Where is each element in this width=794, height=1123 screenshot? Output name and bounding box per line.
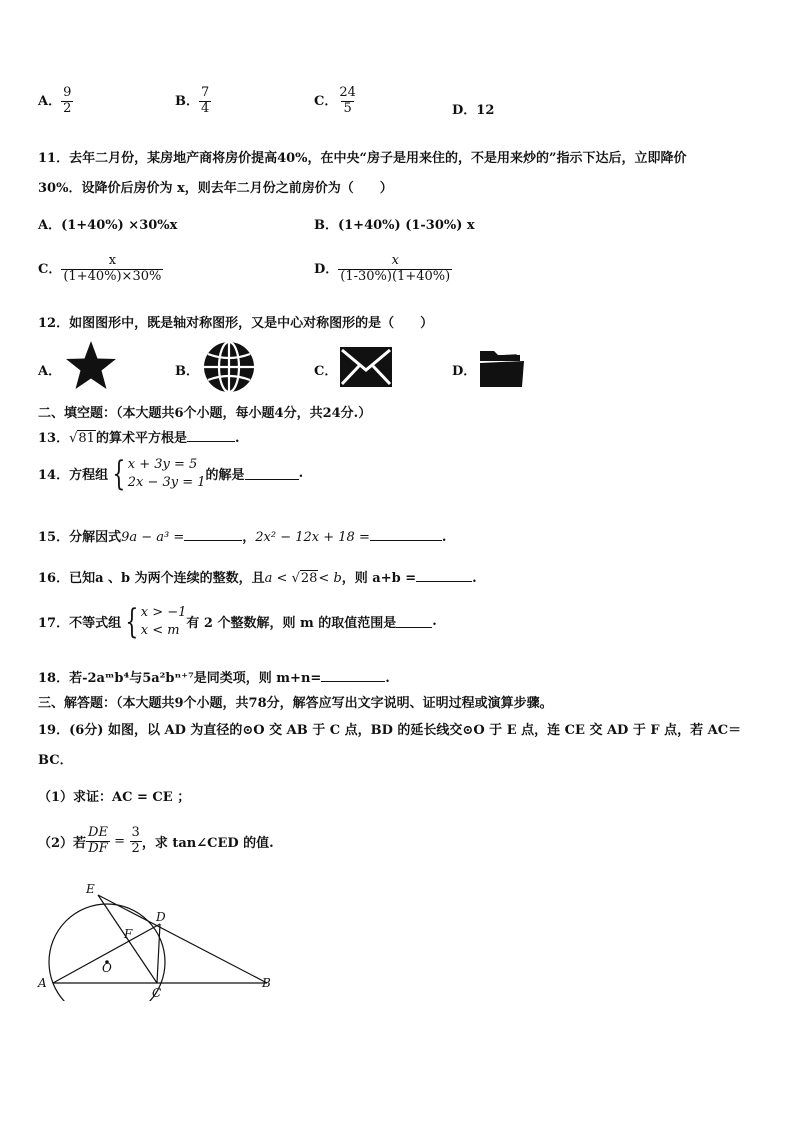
q19-part1: （1）求证：AC = CE ； [38,790,191,805]
q10-option-d: D．12 [452,103,495,118]
q15: 15．分解因式9a − a³ = ，2x² − 12x + 18 = . [38,530,447,545]
label-d: D [156,910,166,924]
q16: 16．已知a 、b 为两个连续的整数，且a < √28< b，则 a+b = . [38,571,477,586]
q19-line1: 19．(6分) 如图，以 AD 为直径的⊙O 交 AB 于 C 点，BD 的延长线交⊙O 于 E 点，连 CE 交 AD 于 F 点，若 AC＝ [38,723,742,738]
label-f: F [124,927,133,941]
folder-icon [476,345,528,391]
q12-option-b-label: B． [175,364,199,379]
label-c: C [152,986,162,1000]
q13: 13．√81的算术平方根是 . [38,431,240,446]
label-e: E [86,882,95,896]
q18: 18．若-2aᵐb⁴与5a²bⁿ⁺⁷是同类项，则 m+n= . [38,671,390,686]
q12-option-a-label: A． [38,364,62,379]
section-3-heading: 三、解答题：（本大题共9个小题，共78分，解答应写出文字说明、证明过程或演算步骤。 [38,696,553,711]
q11-option-c: C． $\frac{x}{(1+40\%)\times 30\%}$ [38,253,162,284]
q11-line2: 30%．设降价后房价为 x，则去年二月份之前房价为（ ） [38,181,393,196]
label-a: A [38,976,47,990]
q12-option-c-label: C． [314,364,338,379]
q14: 14．方程组 { x + 3y = 5 2x − 3y = 1 的解是 . [38,453,304,494]
envelope-icon [338,344,394,390]
q11-option-b: B．(1+40%) (1-30%) x [314,218,475,233]
q11-option-a: A．(1+40%) ×30%x [38,218,178,233]
section-2-heading: 二、填空题：（本大题共6个小题，每小题4分，共24分.） [38,406,372,421]
q11-option-d: D． $\frac{x}{(1-30\%)(1+40\%)}$ [314,253,451,284]
geometry-figure [30,876,290,1001]
q10-option-c: C． $\frac{24}{5}$ [314,85,356,116]
q12-option-d-label: D． [452,364,477,379]
q10-option-a: A． $\frac{9}{2}$ [38,85,72,116]
star-icon [64,339,118,393]
q17: 17．不等式组 { x > −1 x < m 有 2 个整数解，则 m 的取值范围是 . [38,601,437,642]
q19-line2: BC． [38,753,73,768]
q19-part2: （2）若 $\frac{DE}{DF}$ = $\frac{3}{2}$ ，求 tan∠CED 的值. [38,825,274,856]
circle-o [49,904,165,1001]
q12-question: 12．如图图形中，既是轴对称图形，又是中心对称图形的是（ ） [38,316,434,331]
q10-option-b: B． $\frac{7}{4}$ [175,85,210,116]
globe-icon [202,340,256,394]
label-o: O [102,961,112,975]
q11-line1: 11．去年二月份，某房地产商将房价提高40%，在中央“房子是用来住的，不是用来炒的”指示下达后，立即降价 [38,151,687,166]
label-b: B [262,976,271,990]
